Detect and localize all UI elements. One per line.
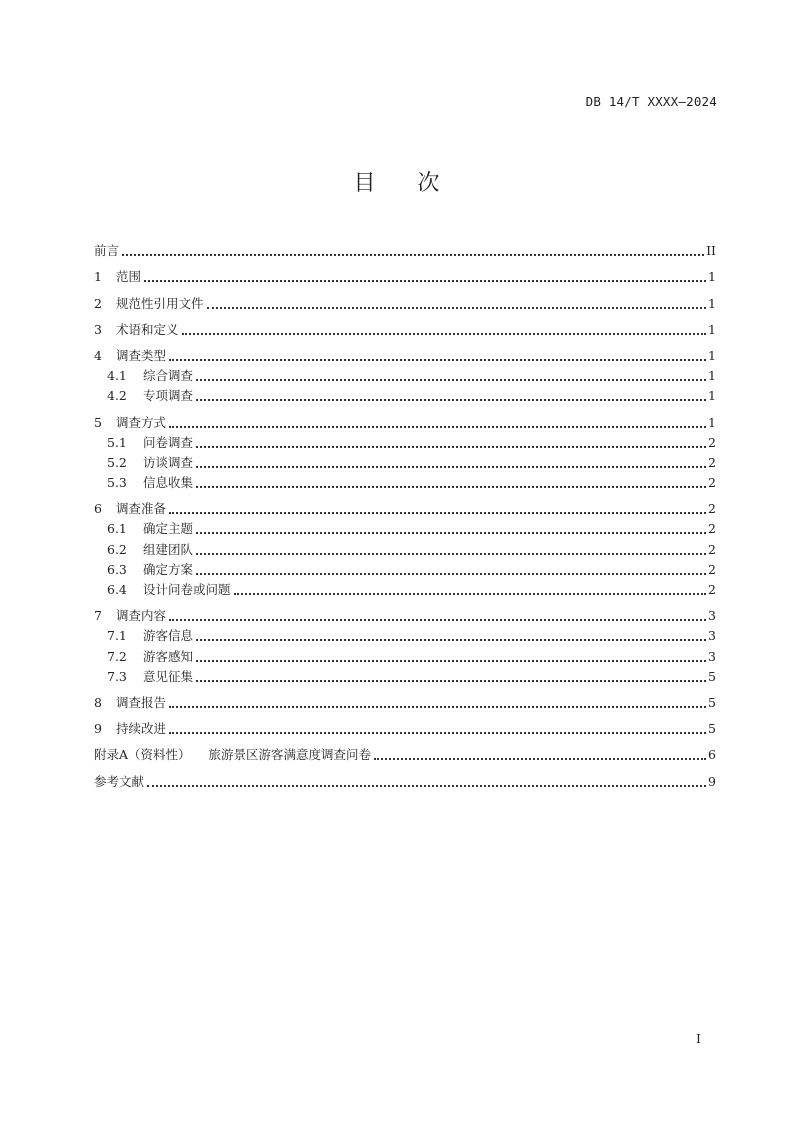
page-number: I <box>696 1031 701 1046</box>
table-of-contents <box>94 241 716 792</box>
toc-entry-label: 范围 <box>116 269 142 285</box>
toc-entry[interactable] <box>94 293 716 313</box>
toc-entry-number: 5.1 <box>107 434 127 450</box>
toc-dot-leader <box>196 573 706 575</box>
toc-entry-label: 术语和定义 <box>116 321 179 337</box>
toc-entry-page: 2 <box>708 454 716 470</box>
toc-dot-leader <box>169 619 706 621</box>
toc-entry-label: 调查内容 <box>116 608 167 624</box>
toc-entry[interactable] <box>94 267 716 287</box>
toc-subentry[interactable] <box>94 386 716 406</box>
toc-entry[interactable] <box>94 719 716 739</box>
toc-entry-number: 2 <box>94 295 102 311</box>
toc-entry-page: 2 <box>708 541 716 557</box>
toc-dot-leader <box>234 593 706 595</box>
toc-entry-number: 4.1 <box>107 368 127 384</box>
toc-dot-leader <box>196 486 706 488</box>
toc-dot-leader <box>196 399 706 401</box>
toc-dot-leader <box>182 333 706 335</box>
toc-entry-number: 9 <box>94 721 102 737</box>
toc-entry-number: 8 <box>94 694 102 710</box>
toc-entry-number: 6.3 <box>107 561 127 577</box>
toc-dot-leader <box>196 660 706 662</box>
toc-entry-number: 5.3 <box>107 475 127 491</box>
toc-entry-page: 1 <box>708 347 716 363</box>
toc-entry-number: 7.3 <box>107 668 127 684</box>
toc-entry-number: 5.2 <box>107 454 127 470</box>
toc-entry-page: 1 <box>708 388 716 404</box>
toc-entry[interactable] <box>94 346 716 366</box>
toc-entry[interactable] <box>94 771 716 791</box>
toc-entry-number: 4 <box>94 347 102 363</box>
toc-entry-page: 2 <box>708 501 716 517</box>
toc-entry-label: 调查报告 <box>116 694 167 710</box>
toc-entry-label: 持续改进 <box>116 721 167 737</box>
toc-entry-label: 设计问卷或问题 <box>143 582 231 597</box>
toc-entry-page: 1 <box>708 269 716 285</box>
toc-subentry[interactable] <box>94 646 716 666</box>
toc-entry[interactable] <box>94 412 716 432</box>
toc-entry-page: 1 <box>708 321 716 337</box>
toc-entry-label: 参考文献 <box>94 773 145 789</box>
toc-entry-number: 6.4 <box>107 582 127 597</box>
toc-entry-page: 3 <box>708 648 716 664</box>
toc-entry[interactable] <box>94 606 716 626</box>
toc-subentry[interactable] <box>94 580 716 600</box>
toc-entry-label: （资料性） <box>128 747 191 763</box>
toc-entry-number: 6.2 <box>107 541 127 557</box>
toc-subentry[interactable] <box>94 560 716 580</box>
toc-entry-number: 附录A <box>94 747 129 763</box>
toc-entry-label: 确定主题 <box>143 521 194 537</box>
toc-dot-leader <box>207 307 706 309</box>
toc-entry-page: 2 <box>708 434 716 450</box>
toc-entry-label: 综合调查 <box>143 368 194 384</box>
toc-entry-page: 2 <box>708 582 716 597</box>
toc-dot-leader <box>196 639 706 641</box>
toc-entry-number: 4.2 <box>107 388 127 404</box>
toc-entry[interactable] <box>94 241 716 261</box>
toc-subentry[interactable] <box>94 539 716 559</box>
toc-entry-label: 规范性引用文件 <box>116 295 204 311</box>
toc-entry-label: 游客信息 <box>143 628 194 644</box>
toc-entry-page: 1 <box>708 368 716 384</box>
toc-entry-label: 问卷调查 <box>143 434 194 450</box>
toc-entry[interactable] <box>94 693 716 713</box>
toc-entry-page: 1 <box>708 414 716 430</box>
toc-dot-leader <box>169 426 706 428</box>
toc-entry-page: 6 <box>708 747 716 763</box>
toc-entry-label: 组建团队 <box>143 541 194 557</box>
toc-dot-leader <box>196 446 706 448</box>
toc-entry-label: 意见征集 <box>143 668 194 684</box>
toc-entry[interactable] <box>94 499 716 519</box>
toc-entry-number: 7 <box>94 608 102 624</box>
toc-subentry[interactable] <box>94 626 716 646</box>
toc-entry-label: 调查方式 <box>116 414 167 430</box>
toc-dot-leader <box>196 680 706 682</box>
toc-dot-leader <box>169 512 706 514</box>
toc-dot-leader <box>196 553 706 555</box>
toc-entry-number: 6.1 <box>107 521 127 537</box>
toc-entry-label: 访谈调查 <box>143 454 194 470</box>
toc-dot-leader <box>147 785 706 787</box>
toc-entry-number: 7.2 <box>107 648 127 664</box>
toc-entry-page: 3 <box>708 628 716 644</box>
toc-entry-label: 调查准备 <box>116 501 167 517</box>
toc-entry-label: 游客感知 <box>143 648 194 664</box>
toc-entry-number: 6 <box>94 501 102 517</box>
toc-entry[interactable] <box>94 320 716 340</box>
toc-entry-page: 2 <box>708 475 716 491</box>
toc-dot-leader <box>196 379 706 381</box>
toc-entry-label: 专项调查 <box>143 388 194 404</box>
toc-dot-leader <box>169 732 706 734</box>
toc-entry-label: 信息收集 <box>143 475 194 491</box>
toc-subentry[interactable] <box>94 433 716 453</box>
toc-subentry[interactable] <box>94 366 716 386</box>
toc-entry-page: 1 <box>708 295 716 311</box>
toc-dot-leader <box>196 532 706 534</box>
toc-entry-page: 2 <box>708 561 716 577</box>
toc-entry-number: 1 <box>94 269 102 285</box>
document-code: DB 14/T XXXX—2024 <box>585 94 717 109</box>
toc-dot-leader <box>144 280 706 282</box>
toc-subentry[interactable] <box>94 519 716 539</box>
toc-entry-page: II <box>706 243 716 259</box>
toc-entry-label: 调查类型 <box>116 347 167 363</box>
toc-entry-page: 2 <box>708 521 716 537</box>
toc-entry-page: 3 <box>708 608 716 624</box>
toc-subentry[interactable] <box>94 453 716 473</box>
toc-entry-page: 5 <box>708 668 716 684</box>
toc-dot-leader <box>169 359 706 361</box>
toc-subentry[interactable] <box>94 473 716 493</box>
toc-entry-page: 5 <box>708 694 716 710</box>
toc-entry-label: 确定方案 <box>143 561 194 577</box>
page-title: 目次 <box>353 171 482 196</box>
toc-dot-leader <box>122 254 704 256</box>
toc-entry-number: 5 <box>94 414 102 430</box>
toc-entry[interactable] <box>94 745 716 765</box>
toc-dot-leader <box>196 466 706 468</box>
toc-entry-subtitle: 旅游景区游客满意度调查问卷 <box>208 747 372 763</box>
toc-entry-number: 3 <box>94 321 102 337</box>
toc-entry-page: 5 <box>708 721 716 737</box>
toc-dot-leader <box>374 758 706 760</box>
toc-entry-page: 9 <box>708 773 716 789</box>
toc-entry-number: 7.1 <box>107 628 127 644</box>
toc-entry-label: 前言 <box>94 243 120 259</box>
toc-subentry[interactable] <box>94 667 716 687</box>
toc-dot-leader <box>169 706 706 708</box>
